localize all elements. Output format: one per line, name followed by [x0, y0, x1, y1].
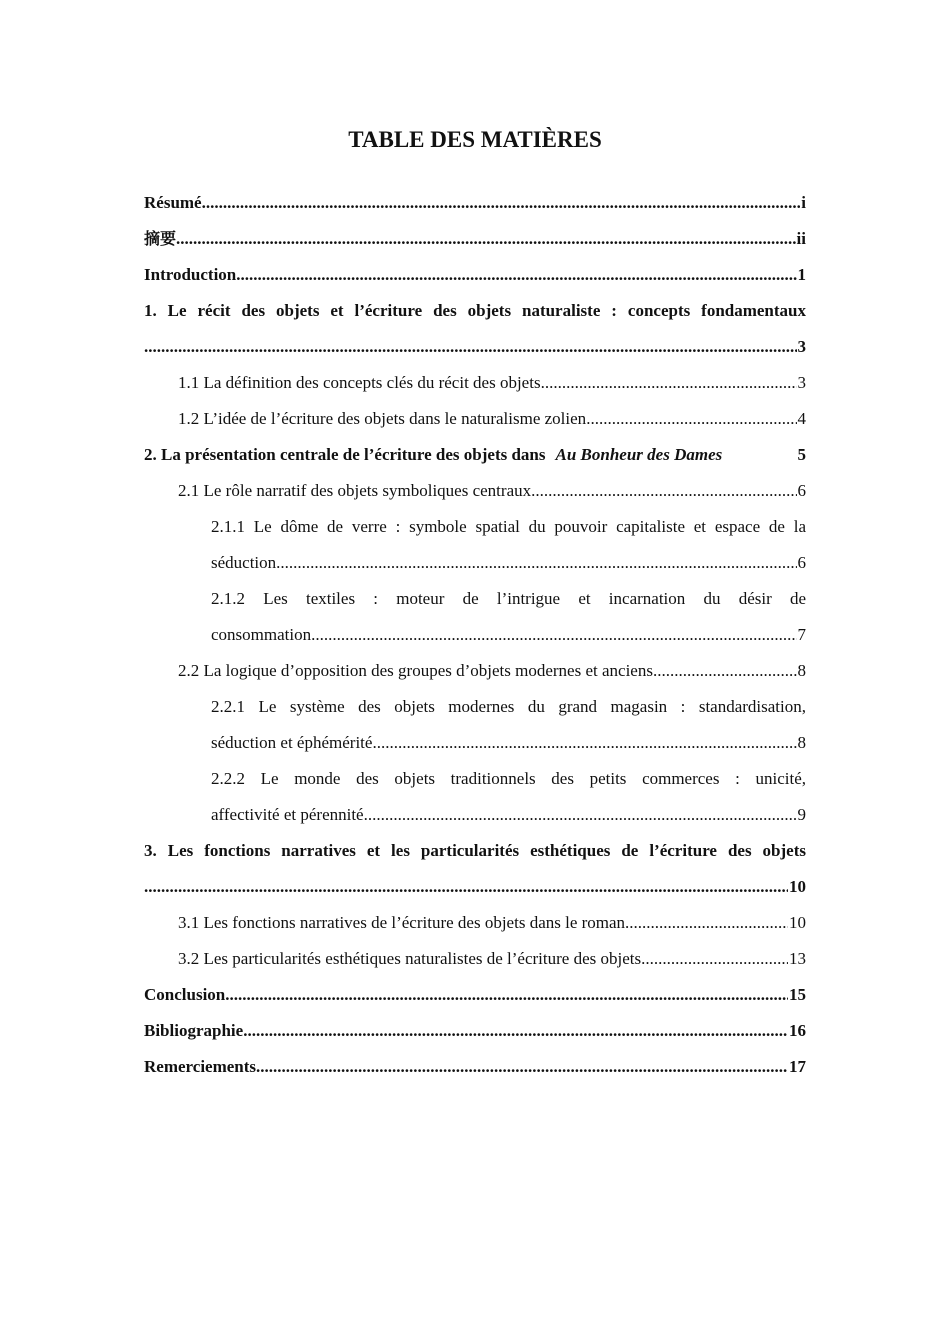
toc-entry-label: 2.1.1 Le dôme de verre : symbole spatial du pouvoir capitaliste et espace de la: [211, 517, 806, 536]
toc-page-number: 8: [797, 733, 806, 752]
dot-leader: [586, 401, 796, 437]
dot-leader: [311, 617, 796, 653]
toc-page-number: 3: [797, 337, 806, 356]
toc-entry-chapter-3[interactable]: [144, 833, 806, 905]
toc-entry-label-continued: affectivité et pérennité: [211, 805, 364, 824]
toc-page-number: 3: [797, 373, 806, 392]
toc-entry-label: 2.2.2 Le monde des objets traditionnels des petits commerces : unicité,: [211, 769, 806, 788]
toc-entry-label: 2.2 La logique d’opposition des groupes d’objets modernes et anciens: [178, 661, 653, 680]
dot-leader: [176, 221, 796, 257]
dot-leader: [256, 1049, 788, 1085]
toc-entry-label: 1.2 L’idée de l’écriture des objets dans le naturalisme zolien: [178, 409, 587, 428]
toc-entry-section-2-1[interactable]: [144, 473, 806, 509]
toc-entry-label-continued: consommation: [211, 625, 312, 644]
toc-entry-section-3-1[interactable]: [144, 905, 806, 941]
dot-leader: [372, 725, 796, 761]
dot-leader: [531, 473, 796, 509]
toc-entry-label: 1.1 La définition des concepts clés du récit des objets: [178, 373, 541, 392]
dot-leader: [364, 797, 797, 833]
toc-entry-label: 2. La présentation centrale de l’écriture des objets dans: [144, 445, 546, 464]
toc-entry-label: 摘要: [144, 229, 177, 248]
toc-entry-label: Remerciements: [144, 1057, 257, 1076]
toc-entry-section-2-1-2[interactable]: [144, 581, 806, 653]
dot-leader: [144, 329, 797, 365]
toc-entry-label: 1. Le récit des objets et l’écriture des objets naturaliste : concepts fondamentaux: [144, 301, 806, 320]
dot-leader: [243, 1013, 788, 1049]
toc-entry-section-3-2[interactable]: [144, 941, 806, 977]
toc-entry-introduction[interactable]: [144, 257, 806, 293]
toc-page-number: ii: [796, 229, 806, 248]
table-of-contents: [144, 185, 806, 1085]
toc-entry-label-continued: séduction: [211, 553, 277, 572]
toc-entry-remerciements[interactable]: [144, 1049, 806, 1085]
toc-entry-label: 3.2 Les particularités esthétiques naturalistes de l’écriture des objets: [178, 949, 642, 968]
toc-entry-label: 2.1.2 Les textiles : moteur de l’intrigue et incarnation du désir de: [211, 589, 806, 608]
toc-entry-label: 3. Les fonctions narratives et les particularités esthétiques de l’écriture des objets: [144, 841, 806, 860]
toc-page-number: 13: [789, 949, 806, 968]
toc-page-number: 7: [797, 625, 806, 644]
toc-page-number: 15: [789, 985, 806, 1004]
toc-entry-section-2-2[interactable]: [144, 653, 806, 689]
toc-page-number: 17: [789, 1057, 806, 1076]
dot-leader: [276, 545, 796, 581]
toc-entry-label: Bibliographie: [144, 1021, 244, 1040]
toc-entry-section-2-1-1[interactable]: [144, 509, 806, 581]
toc-entry-label: 3.1 Les fonctions narratives de l’écriture des objets dans le roman: [178, 913, 626, 932]
toc-page-number: 1: [797, 265, 806, 284]
toc-page-number: i: [801, 193, 806, 212]
dot-leader: [625, 905, 788, 941]
dot-leader: [236, 257, 796, 293]
toc-entry-resume[interactable]: [144, 185, 806, 221]
dot-leader: [202, 185, 801, 221]
toc-entry-chapter-2[interactable]: [144, 437, 806, 473]
toc-page-number: 6: [797, 553, 806, 572]
toc-entry-label: 2.1 Le rôle narratif des objets symboliques centraux: [178, 481, 532, 500]
dot-leader: [641, 941, 788, 977]
toc-page-number: 8: [797, 661, 806, 680]
dot-leader: [653, 653, 797, 689]
toc-entry-chapter-1[interactable]: [144, 293, 806, 365]
dot-leader: [144, 869, 788, 905]
toc-entry-zhaiyao[interactable]: [144, 221, 806, 257]
toc-page-number: 16: [789, 1021, 806, 1040]
toc-page-number: 10: [789, 877, 806, 896]
toc-page-number: 6: [797, 481, 806, 500]
toc-entry-section-1-2[interactable]: [144, 401, 806, 437]
toc-page-number: 5: [797, 445, 806, 464]
toc-entry-label: Introduction: [144, 265, 237, 284]
toc-entry-bibliographie[interactable]: [144, 1013, 806, 1049]
page-title: TABLE DES MATIÈRES: [348, 127, 602, 152]
toc-page-number: 10: [789, 913, 806, 932]
toc-entry-label: Résumé: [144, 193, 202, 212]
dot-leader: [225, 977, 788, 1013]
toc-entry-label-continued: séduction et éphémérité: [211, 733, 373, 752]
toc-entry-section-1-1[interactable]: [144, 365, 806, 401]
toc-page-number: 9: [797, 805, 806, 824]
book-title: Au Bonheur des Dames: [555, 445, 723, 464]
dot-leader: [541, 365, 797, 401]
toc-page-number: 4: [797, 409, 806, 428]
toc-entry-section-2-2-1[interactable]: [144, 689, 806, 761]
toc-entry-label: Conclusion: [144, 985, 226, 1004]
toc-entry-section-2-2-2[interactable]: [144, 761, 806, 833]
toc-entry-label: 2.2.1 Le système des objets modernes du grand magasin : standardisation,: [211, 697, 806, 716]
toc-entry-conclusion[interactable]: [144, 977, 806, 1013]
